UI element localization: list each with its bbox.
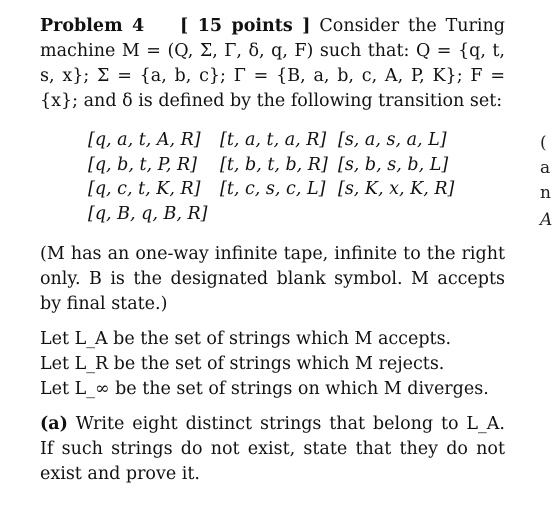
transition-cell: [s, a, s, a, L] (338, 130, 447, 150)
margin-fragment: A (540, 210, 552, 230)
def-LA: Let L_A be the set of strings which M accepts. (40, 329, 452, 349)
set-Sigma: Σ = {a, b, c}; (97, 66, 226, 86)
set-F: F = {x}; (40, 66, 505, 111)
problem-label: Problem 4 (40, 16, 145, 36)
delta-intro: and δ is defined by the following transition set: (83, 91, 503, 111)
def-Linf: Let L_∞ be the set of strings on which M diverges. (40, 379, 489, 399)
problem-points: [ 15 points ] (179, 16, 311, 36)
transition-row (88, 128, 505, 153)
set-Q: Q = {q, t, s, x}; (40, 41, 505, 86)
margin-fragment: n (540, 183, 551, 203)
margin-fragment: a (540, 158, 551, 178)
set-Gamma: Γ = {B, a, b, c, A, P, K}; (233, 66, 463, 86)
transition-row (88, 153, 505, 178)
transition-cell: [s, K, x, K, R] (338, 179, 455, 199)
part-a (40, 412, 505, 487)
problem-statement (40, 14, 505, 114)
transition-table (88, 128, 505, 226)
transition-cell: [q, c, t, K, R] (88, 179, 201, 199)
def-LR: Let L_R be the set of strings which M rejects. (40, 354, 445, 374)
part-a-text: Write eight distinct strings that belong to L_A. If such strings do not exist, state that they do not exist and prove it. (40, 414, 505, 484)
transition-cell: [q, B, q, B, R] (88, 203, 208, 224)
transition-cell: [t, c, s, c, L] (220, 179, 326, 199)
margin-fragment: ( (540, 133, 547, 153)
problem-intro: Consider the Turing machine M = (Q, Σ, Γ, δ, q, F) such that: (40, 16, 505, 61)
transition-cell: [t, a, t, a, R] (220, 130, 327, 150)
transition-cell: [q, b, t, P, R] (88, 154, 197, 175)
transition-cell: [t, b, t, b, R] (220, 154, 328, 175)
transition-cell: [s, b, s, b, L] (338, 154, 449, 175)
tape-note: (M has an one-way infinite tape, infinite to the right only. B is the designated blank symbol. M accepts by final state.) (40, 244, 505, 314)
problem-page (40, 14, 505, 487)
transition-cell: [q, a, t, A, R] (88, 130, 201, 150)
transition-row (88, 202, 505, 227)
transition-row (88, 177, 505, 202)
part-a-label: (a) (40, 414, 68, 434)
